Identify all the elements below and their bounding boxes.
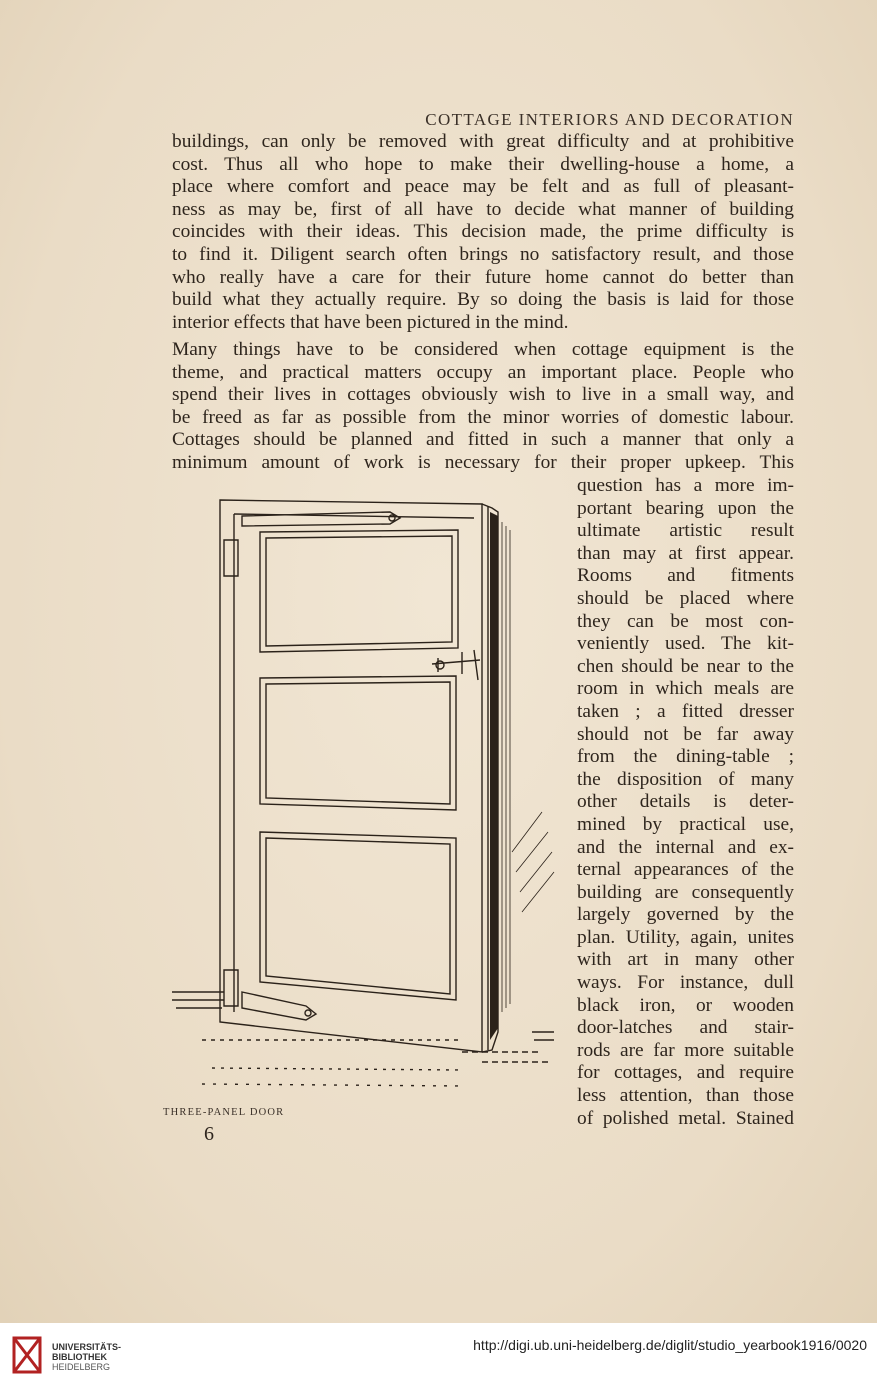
text-line: interior effects that have been pictured in the mind. bbox=[172, 311, 569, 333]
text-line: ness as may be, first of all have to decide what manner of building bbox=[172, 198, 794, 220]
text-line: build what they actually require. By so doing the basis is laid for those bbox=[172, 289, 794, 311]
text-line: room in which meals are bbox=[577, 678, 794, 700]
text-line: black iron, or wooden bbox=[577, 994, 794, 1016]
text-line: with art in many other bbox=[577, 949, 794, 971]
text-line: place where comfort and peace may be felt and as full of pleasant- bbox=[172, 176, 794, 198]
institution-line: BIBLIOTHEK bbox=[52, 1352, 107, 1362]
text-line: other details is deter- bbox=[577, 791, 794, 813]
text-line: veniently used. The kit- bbox=[577, 633, 794, 655]
text-line: should not be far away bbox=[577, 723, 794, 745]
text-line: mined by practical use, bbox=[577, 813, 794, 835]
text-line: rods are far more suitable bbox=[577, 1039, 794, 1061]
text-line: who really have a care for their future home cannot do better than bbox=[172, 266, 794, 288]
page-number: 6 bbox=[204, 1123, 214, 1145]
text-line: door-latches and stair- bbox=[577, 1017, 794, 1039]
text-line: Many things have to be considered when cottage equipment is the bbox=[172, 339, 794, 360]
text-line: plan. Utility, again, unites bbox=[577, 926, 794, 948]
text-line: spend their lives in cottages obviously wish to live in a small way, and bbox=[172, 384, 794, 406]
door-illustration bbox=[162, 492, 570, 1098]
text-line: building are consequently bbox=[577, 881, 794, 903]
text-line: the disposition of many bbox=[577, 768, 794, 790]
text-line: less attention, than those bbox=[577, 1085, 794, 1107]
text-line: ultimate artistic result bbox=[577, 520, 794, 542]
institution-line: HEIDELBERG bbox=[52, 1362, 111, 1372]
university-logo-icon bbox=[10, 1332, 44, 1378]
institution-line: UNIVERSITÄTS- bbox=[52, 1342, 122, 1352]
column-text bbox=[577, 475, 794, 1130]
library-footer bbox=[0, 1323, 877, 1388]
paragraph-1 bbox=[172, 131, 794, 334]
text-line: and the internal and ex- bbox=[577, 836, 794, 858]
text-line: for cottages, and require bbox=[577, 1062, 794, 1084]
text-line: than may at first appear. bbox=[577, 542, 794, 564]
text-line: of polished metal. Stained bbox=[577, 1107, 794, 1129]
text-line: chen should be near to the bbox=[577, 655, 794, 677]
text-line: buildings, can only be removed with great difficulty and at prohibitive bbox=[172, 131, 794, 152]
text-line: minimum amount of work is necessary for their proper upkeep. This bbox=[172, 451, 794, 473]
text-line: should be placed where bbox=[577, 587, 794, 609]
text-line: taken ; a fitted dresser bbox=[577, 700, 794, 722]
text-line: they can be most con- bbox=[577, 610, 794, 632]
permalink-url[interactable]: http://digi.ub.uni-heidelberg.de/diglit/studio_yearbook1916/0020 bbox=[473, 1337, 867, 1353]
figure-caption: THREE-PANEL DOOR bbox=[163, 1107, 285, 1118]
text-line: ways. For instance, dull bbox=[577, 972, 794, 994]
text-line: cost. Thus all who hope to make their dwelling-house a home, a bbox=[172, 153, 794, 175]
running-head: COTTAGE INTERIORS AND DECORATION bbox=[425, 110, 794, 129]
text-line: Rooms and fitments bbox=[577, 565, 794, 587]
text-line: Cottages should be planned and fitted in such a manner that only a bbox=[172, 429, 794, 451]
text-line: theme, and practical matters occupy an important place. People who bbox=[172, 361, 794, 383]
text-line: portant bearing upon the bbox=[577, 497, 794, 519]
text-line: ternal appearances of the bbox=[577, 859, 794, 881]
text-line: from the dining-table ; bbox=[577, 746, 794, 768]
text-line: to find it. Diligent search often brings no satisfactory result, and those bbox=[172, 243, 794, 265]
text-line: be freed as far as possible from the minor worries of domestic labour. bbox=[172, 406, 794, 428]
text-line: question has a more im- bbox=[577, 475, 794, 496]
text-line: coincides with their ideas. This decision made, the prime difficulty is bbox=[172, 221, 794, 243]
text-line: largely governed by the bbox=[577, 904, 794, 926]
institution-name bbox=[52, 1342, 121, 1372]
paragraph-2 bbox=[172, 339, 794, 475]
